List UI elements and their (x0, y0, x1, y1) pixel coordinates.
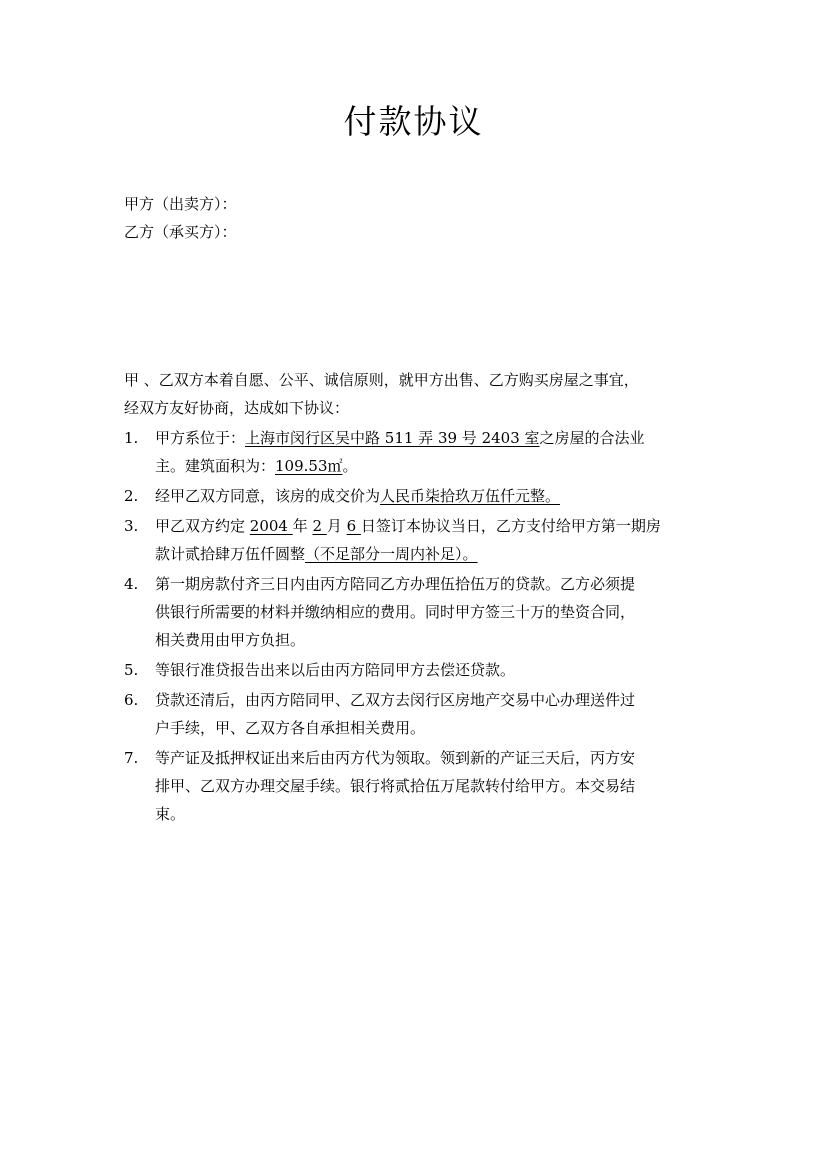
sign-year: 2004 (249, 517, 293, 535)
clause-text: 年 (292, 517, 313, 535)
clause-text: 之房屋的合法业 (539, 429, 645, 447)
intro-line: 甲 、乙双方本着自愿、公平、诚信原则，就甲方出售、乙方购买房屋之事宜， (124, 371, 639, 389)
property-address: 上海市闵行区吴中路 511 弄 39 号 2403 室 (245, 429, 540, 447)
clause-list (124, 424, 704, 830)
clause-text: 。 (342, 457, 358, 475)
clause-number: 4. (124, 575, 139, 593)
clause-text: 主。建筑面积为： (155, 457, 276, 475)
clause-line: 等产证及抵押权证出来后由丙方代为领取。领到新的产证三天后，丙方安 (155, 749, 636, 767)
clause-line (155, 424, 704, 452)
building-area: 109.53㎡ (275, 457, 343, 475)
party-a-label: 甲方（出卖方）： (124, 195, 237, 213)
clause-line: 第一期房款付齐三日内由丙方陪同乙方办理伍拾伍万的贷款。乙方必须提 (155, 575, 636, 593)
clause-line: 束。 (155, 805, 186, 823)
clause-number: 3. (124, 517, 139, 535)
clause-3 (124, 512, 704, 568)
clause-line (155, 482, 704, 510)
clause-line: 供银行所需要的材料并缴纳相应的费用。同时甲方签三十万的垫资合同， (155, 603, 636, 621)
clause-line: 户手续，甲、乙双方各自承担相关费用。 (155, 719, 426, 737)
clause-number: 6. (124, 691, 139, 709)
payment-note: （不足部分一周内补足）。 (305, 545, 478, 563)
clause-number: 5. (124, 661, 139, 679)
party-b-label: 乙方（承买方）： (124, 223, 237, 241)
sign-day: 6 (346, 517, 361, 535)
clause-line: 贷款还清后，由丙方陪同甲、乙双方去闵行区房地产交易中心办理送件过 (155, 691, 636, 709)
clause-line: 相关费用由甲方负担。 (155, 631, 306, 649)
clause-line: 排甲、乙双方办理交屋手续。银行将贰拾伍万尾款转付给甲方。本交易结 (155, 777, 636, 795)
clause-number: 7. (124, 749, 139, 767)
clause-line (155, 540, 704, 568)
clause-text: 甲乙双方约定 (155, 517, 250, 535)
page-title: 付款协议 (343, 102, 484, 141)
sign-month: 2 (312, 517, 327, 535)
clause-number: 2. (124, 487, 139, 505)
clause-1 (124, 424, 704, 480)
clause-line (155, 512, 704, 540)
clause-text: 款计贰拾肆万伍仟圆整 (155, 545, 306, 563)
clause-2 (124, 482, 704, 510)
transaction-price: 人民币柒拾玖万伍仟元整。 (380, 487, 561, 505)
clause-text: 日签订本协议当日，乙方支付给甲方第一期房 (360, 517, 661, 535)
clause-5 (124, 656, 704, 684)
intro-paragraph (124, 366, 704, 422)
clause-number: 1. (124, 429, 139, 447)
clause-text: 经甲乙双方同意，该房的成交价为 (155, 487, 381, 505)
clause-text: 月 (326, 517, 347, 535)
clause-text: 甲方系位于： (155, 429, 246, 447)
clause-7 (124, 744, 704, 828)
clause-6 (124, 686, 704, 742)
clause-line (155, 452, 704, 480)
clause-line: 等银行准贷报告出来以后由丙方陪同甲方去偿还贷款。 (155, 661, 516, 679)
clause-4 (124, 570, 704, 654)
intro-line: 经双方友好协商，达成如下协议： (124, 399, 350, 417)
